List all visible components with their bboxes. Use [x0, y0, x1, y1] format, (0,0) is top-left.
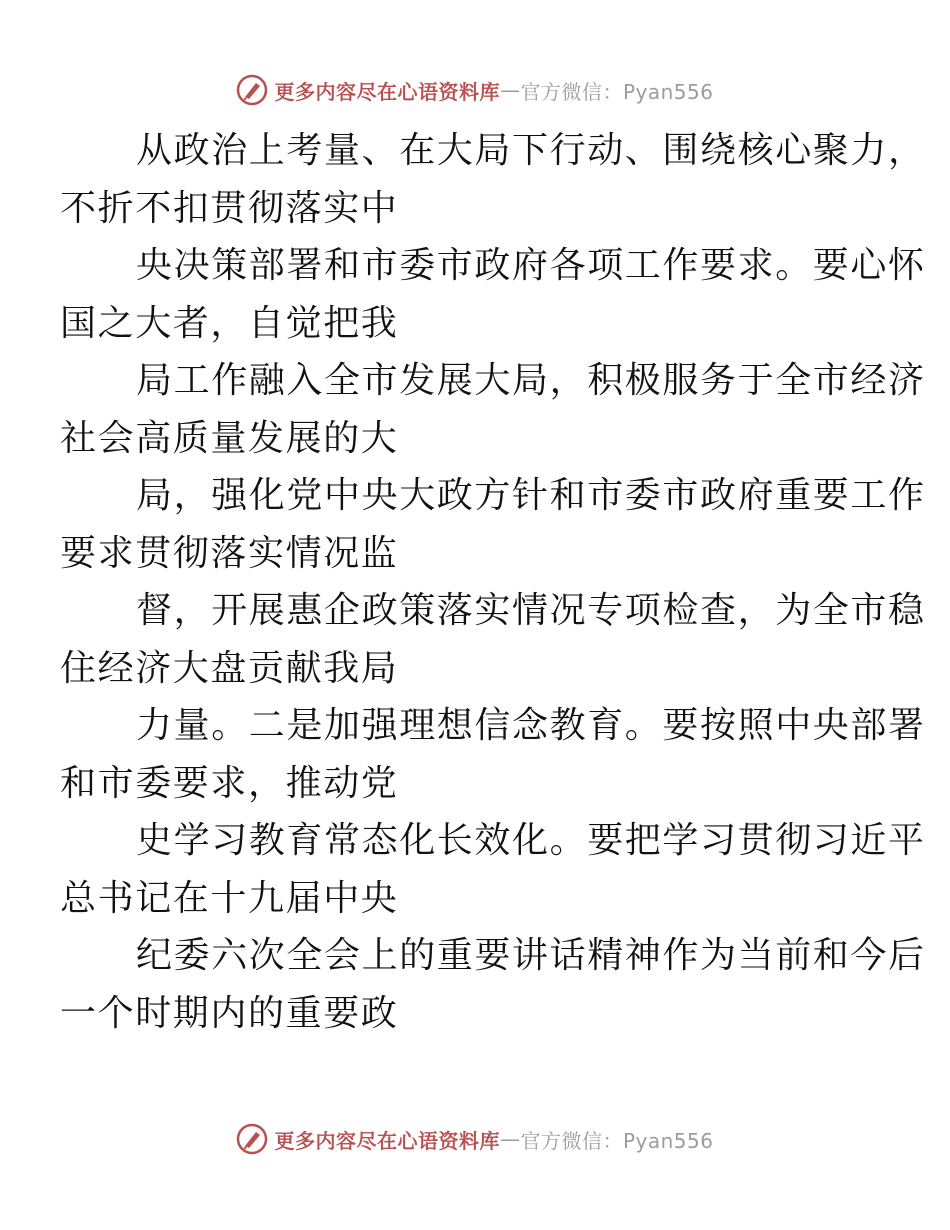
paragraph-line: 和市委要求，推动党 [60, 762, 399, 804]
paragraph [60, 467, 926, 582]
paragraph-line: 督，开展惠企政策落实情况专项检查，为全市稳 [136, 590, 926, 631]
paragraph-line: 史学习教育常态化长效化。要把学习贯彻习近平 [136, 820, 926, 861]
quill-pen-logo-icon [236, 74, 268, 106]
watermark-gray-text: 官方微信：Pyan556 [520, 79, 714, 104]
paragraph-line: 局，强化党中央大政方针和市委市政府重要工作 [136, 475, 926, 516]
header-watermark [0, 70, 950, 110]
paragraph-line: 一个时期内的重要政 [60, 992, 399, 1034]
paragraph-line: 央决策部署和市委市政府各项工作要求。要心怀 [136, 245, 926, 286]
paragraph-line: 纪委六次全会上的重要讲话精神作为当前和今后 [136, 935, 926, 976]
paragraph [60, 352, 926, 467]
paragraph [60, 237, 926, 352]
watermark-dash: — [499, 78, 521, 102]
watermark-dash: — [499, 1127, 521, 1151]
paragraph [60, 812, 926, 927]
paragraph-line: 从政治上考量、在大局下行动、围绕核心聚力， [136, 130, 926, 171]
paragraph-line: 局工作融入全市发展大局，积极服务于全市经济 [136, 360, 926, 401]
paragraph [60, 927, 926, 1042]
paragraph-line: 要求贯彻落实情况监 [60, 532, 399, 574]
paragraph-line: 国之大者，自觉把我 [60, 302, 399, 344]
watermark-red-text: 更多内容尽在心语资料库 [274, 79, 500, 104]
paragraph-line: 不折不扣贯彻落实中 [60, 187, 399, 229]
paragraph-line: 社会高质量发展的大 [60, 417, 399, 459]
paragraph-line: 住经济大盘贡献我局 [60, 647, 399, 689]
watermark-red-text: 更多内容尽在心语资料库 [274, 1128, 500, 1153]
paragraph [60, 122, 926, 237]
footer-watermark [0, 1119, 950, 1159]
paragraph [60, 582, 926, 697]
paragraph-line: 力量。二是加强理想信念教育。要按照中央部署 [136, 705, 926, 746]
paragraph [60, 697, 926, 812]
document-body [60, 122, 926, 1042]
watermark-gray-text: 官方微信：Pyan556 [520, 1128, 714, 1153]
quill-pen-logo-icon [236, 1123, 268, 1155]
paragraph-line: 总书记在十九届中央 [60, 877, 399, 919]
